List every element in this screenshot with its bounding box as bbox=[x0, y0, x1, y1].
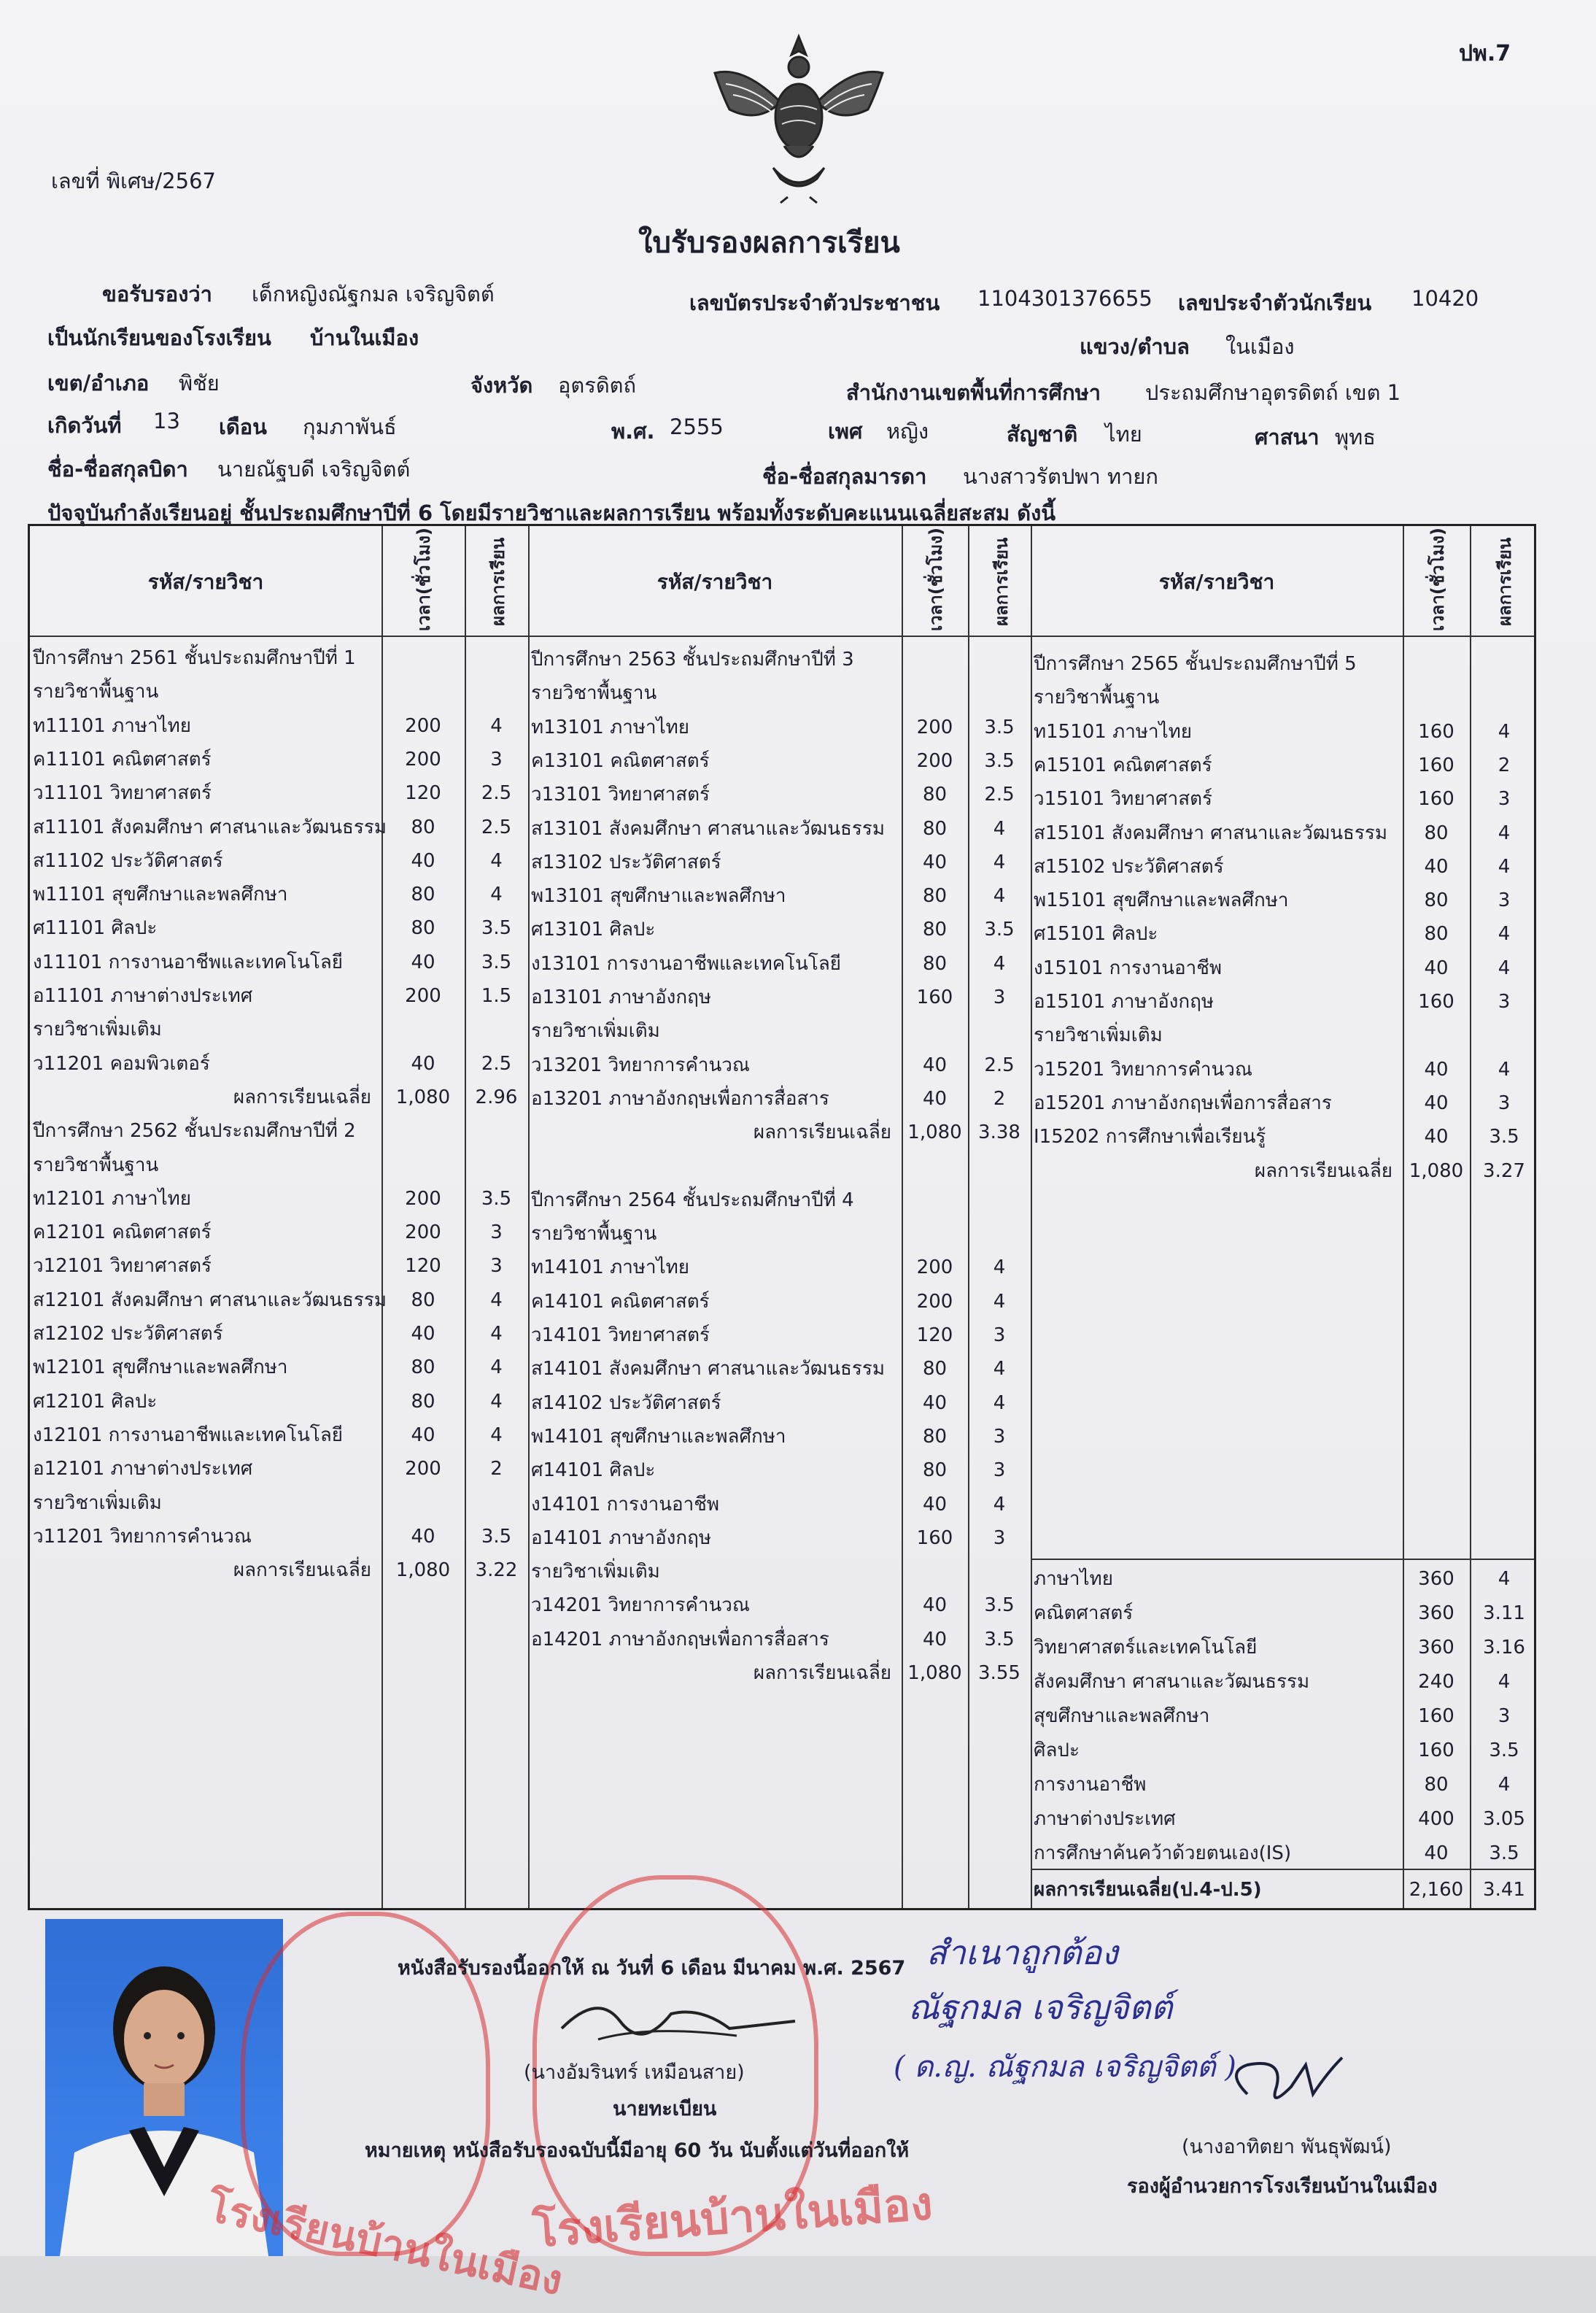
hours-value: 40 bbox=[922, 1594, 948, 1617]
subject-name: ส13101 สังคมศึกษา ศาสนาและวัฒนธรรม bbox=[531, 817, 885, 840]
subdistrict-value: ในเมือง bbox=[1225, 334, 1295, 359]
subject-name: ส12101 สังคมศึกษา ศาสนาและวัฒนธรรม bbox=[33, 1289, 387, 1311]
subject-name: ปีการศึกษา 2565 ชั้นประถมศึกษาปีที่ 5 bbox=[1034, 653, 1357, 675]
subject-name: อ14201 ภาษาอังกฤษเพื่อการสื่อสาร bbox=[531, 1628, 829, 1650]
hours-value: 80 bbox=[1424, 889, 1449, 912]
grade-value: 4 bbox=[993, 952, 1006, 975]
document-number: เลขที่ พิเศษ/2567 bbox=[51, 169, 216, 193]
subject-name: รายวิชาเพิ่มเติม bbox=[531, 1561, 660, 1583]
hours-value: 1,080 bbox=[907, 1121, 962, 1144]
subject-name: ว14201 วิทยาการคำนวณ bbox=[531, 1594, 750, 1617]
hours-value: 40 bbox=[1424, 855, 1449, 878]
summary-grade: 3.5 bbox=[1489, 1842, 1519, 1864]
deputy-signature bbox=[1218, 2043, 1357, 2123]
hours-value: 80 bbox=[922, 885, 948, 908]
district-value: พิชัย bbox=[179, 371, 220, 395]
registrar-name: (นางอัมรินทร์ เหมือนสาย) bbox=[524, 2061, 745, 2084]
grade-value: 2.5 bbox=[984, 1054, 1015, 1076]
summary-grade: 3.11 bbox=[1483, 1602, 1525, 1624]
hours-value: 40 bbox=[922, 1391, 948, 1414]
hours-value: 80 bbox=[922, 1358, 948, 1381]
grade-value: 4 bbox=[993, 1290, 1006, 1313]
grade-value: 3 bbox=[490, 1221, 503, 1244]
summary-hours: 240 bbox=[1418, 1671, 1454, 1693]
subject-name: ปีการศึกษา 2562 ชั้นประถมศึกษาปีที่ 2 bbox=[33, 1120, 356, 1143]
grade-value: 3 bbox=[1498, 788, 1511, 811]
certify-label: ขอรับรองว่า bbox=[102, 282, 212, 306]
hours-value: 40 bbox=[922, 851, 948, 873]
summary-hours: 360 bbox=[1418, 1568, 1454, 1590]
subject-name: รายวิชาพื้นฐาน bbox=[531, 682, 657, 705]
hours-value: 80 bbox=[922, 784, 948, 806]
subject-name: ท12101 ภาษาไทย bbox=[33, 1187, 192, 1210]
hours-value: 40 bbox=[411, 951, 435, 973]
subject-name: ว12101 วิทยาศาสตร์ bbox=[33, 1255, 212, 1278]
hours-value: 200 bbox=[405, 985, 441, 1007]
hours-value: 200 bbox=[405, 1187, 441, 1210]
nationality-value: ไทย bbox=[1105, 422, 1142, 447]
grade-value: 4 bbox=[490, 1424, 503, 1446]
grade-value: 2.5 bbox=[481, 1052, 512, 1075]
summary-subject: สุขศึกษาและพลศึกษา bbox=[1034, 1705, 1210, 1727]
subject-name: ว14101 วิทยาศาสตร์ bbox=[531, 1324, 710, 1346]
hours-value: 40 bbox=[922, 1493, 948, 1515]
hours-value: 1,080 bbox=[907, 1662, 962, 1684]
subdistrict-label: แขวง/ตำบล bbox=[1080, 334, 1190, 359]
handwritten-certified: สำเนาถูกต้อง bbox=[926, 1933, 1118, 1972]
summary-grade: 3 bbox=[1498, 1705, 1511, 1727]
summary-grade: 4 bbox=[1498, 1568, 1511, 1590]
hours-value: 200 bbox=[916, 1290, 953, 1313]
grade-value: 3.22 bbox=[475, 1559, 518, 1582]
grade-value: 4 bbox=[490, 714, 503, 737]
subject-name: ว13101 วิทยาศาสตร์ bbox=[531, 784, 710, 806]
hours-value: 80 bbox=[411, 1390, 435, 1413]
birth-day-label: เกิดวันที่ bbox=[47, 413, 122, 438]
subject-name: อ15101 ภาษาอังกฤษ bbox=[1034, 991, 1214, 1013]
grade-value: 2 bbox=[490, 1458, 503, 1480]
validity-note: หมายเหตุ หนังสือรับรองฉบับนี้มีอายุ 60 วัน นับตั้งแต่วันที่ออกให้ bbox=[365, 2139, 910, 2162]
header-subject-3: รหัส/รายวิชา bbox=[1158, 570, 1275, 594]
subject-name: ส13102 ประวัติศาสตร์ bbox=[531, 851, 721, 873]
student-no-value: 10420 bbox=[1411, 286, 1479, 311]
subject-name: ง14101 การงานอาชีพ bbox=[531, 1493, 720, 1515]
subject-name: พ15101 สุขศึกษาและพลศึกษา bbox=[1034, 889, 1289, 912]
hours-value: 200 bbox=[916, 749, 953, 772]
hours-value: 200 bbox=[405, 1458, 441, 1480]
grade-value: 3.5 bbox=[481, 1525, 512, 1548]
hours-value: 80 bbox=[922, 1459, 948, 1482]
hours-value: 40 bbox=[1424, 957, 1449, 979]
subject-name: ศ14101 ศิลปะ bbox=[531, 1459, 656, 1482]
nationality-label: สัญชาติ bbox=[1007, 422, 1078, 447]
summary-total-grade: 3.41 bbox=[1483, 1879, 1525, 1901]
birth-year-label: พ.ศ. bbox=[611, 419, 655, 444]
grade-value: 4 bbox=[993, 1493, 1006, 1515]
subject-name: ส14101 สังคมศึกษา ศาสนาและวัฒนธรรม bbox=[531, 1358, 885, 1381]
summary-grade: 3.05 bbox=[1483, 1808, 1525, 1830]
average-label: ผลการเรียนเฉลี่ย bbox=[233, 1086, 371, 1108]
grade-value: 3 bbox=[490, 748, 503, 771]
hours-value: 80 bbox=[1424, 822, 1449, 844]
hours-value: 40 bbox=[411, 1424, 435, 1446]
grade-value: 4 bbox=[1498, 1058, 1511, 1081]
grade-value: 3 bbox=[490, 1255, 503, 1278]
summary-total-hours: 2,160 bbox=[1409, 1879, 1464, 1901]
grade-value: 3 bbox=[993, 1425, 1006, 1448]
summary-subject: ศิลปะ bbox=[1034, 1739, 1080, 1761]
subject-name: พ13101 สุขศึกษาและพลศึกษา bbox=[531, 885, 786, 908]
registrar-title: นายทะเบียน bbox=[613, 2098, 717, 2120]
school-value: บ้านในเมือง bbox=[310, 325, 419, 350]
subject-name: รายวิชาเพิ่มเติม bbox=[33, 1491, 162, 1514]
grade-value: 4 bbox=[490, 849, 503, 872]
subject-name: พ12101 สุขศึกษาและพลศึกษา bbox=[33, 1356, 288, 1379]
subject-name: ส12102 ประวัติศาสตร์ bbox=[33, 1323, 223, 1345]
subject-name: ค11101 คณิตศาสตร์ bbox=[33, 748, 212, 771]
grade-value: 3.5 bbox=[984, 1628, 1015, 1650]
subject-name: อ13201 ภาษาอังกฤษเพื่อการสื่อสาร bbox=[531, 1087, 829, 1110]
school-label: เป็นนักเรียนของโรงเรียน bbox=[47, 325, 271, 350]
issue-line: หนังสือรับรองนี้ออกให้ ณ วันที่ 6 เดือน มีนาคม พ.ศ. 2567 bbox=[398, 1957, 906, 1980]
grade-value: 3 bbox=[1498, 1092, 1511, 1114]
grade-value: 4 bbox=[490, 1289, 503, 1311]
grade-value: 2.5 bbox=[481, 782, 512, 805]
garuda-emblem-icon bbox=[700, 22, 897, 204]
subject-name: ว15101 วิทยาศาสตร์ bbox=[1034, 788, 1212, 811]
grade-value: 4 bbox=[490, 1356, 503, 1379]
hours-value: 40 bbox=[411, 849, 435, 872]
grade-value: 4 bbox=[490, 1390, 503, 1413]
subject-name: พ11101 สุขศึกษาและพลศึกษา bbox=[33, 884, 288, 906]
subject-name: อ11101 ภาษาต่างประเทศ bbox=[33, 985, 253, 1007]
average-label: ผลการเรียนเฉลี่ย bbox=[233, 1559, 371, 1582]
hours-value: 40 bbox=[922, 1087, 948, 1110]
summary-subject: ภาษาไทย bbox=[1034, 1568, 1113, 1590]
document-title: ใบรับรองผลการเรียน bbox=[638, 226, 900, 260]
deputy-name: (นางอาทิตยา พันธุพัฒน์) bbox=[1182, 2136, 1392, 2158]
hours-value: 160 bbox=[1418, 754, 1454, 776]
subject-name: รายวิชาพื้นฐาน bbox=[33, 1154, 159, 1176]
hours-value: 200 bbox=[405, 1221, 441, 1244]
student-name: เด็กหญิงณัฐกมล เจริญจิตต์ bbox=[252, 282, 495, 306]
header-subject-1: รหัส/รายวิชา bbox=[147, 570, 264, 594]
office-label: สำนักงานเขตพื้นที่การศึกษา bbox=[846, 380, 1101, 405]
sex-label: เพศ bbox=[828, 419, 863, 444]
religion-label: ศาสนา bbox=[1255, 425, 1320, 449]
hours-value: 80 bbox=[922, 919, 948, 941]
hours-value: 80 bbox=[411, 1356, 435, 1379]
birth-year: 2555 bbox=[670, 414, 724, 439]
grade-value: 3.27 bbox=[1483, 1159, 1525, 1182]
grade-value: 4 bbox=[993, 1391, 1006, 1414]
subject-name: ปีการศึกษา 2564 ชั้นประถมศึกษาปีที่ 4 bbox=[531, 1189, 854, 1211]
subject-name: ท15101 ภาษาไทย bbox=[1034, 720, 1193, 743]
subject-name: อ13101 ภาษาอังกฤษ bbox=[531, 986, 711, 1008]
sex-value: หญิง bbox=[886, 419, 929, 444]
header-grade-3: ผลการเรียน bbox=[1495, 537, 1515, 626]
average-label: ผลการเรียนเฉลี่ย bbox=[1254, 1159, 1392, 1182]
hours-value: 200 bbox=[916, 1256, 953, 1279]
subject-name: ง13101 การงานอาชีพและเทคโนโลยี bbox=[531, 952, 841, 975]
hours-value: 40 bbox=[922, 1054, 948, 1076]
subject-name: รายวิชาเพิ่มเติม bbox=[33, 1019, 162, 1041]
father-name: นายณัฐบดี เจริญจิตต์ bbox=[217, 457, 411, 482]
handwritten-name-full: ( ด.ญ. ณัฐกมล เจริญจิตต์ ) bbox=[894, 2050, 1236, 2084]
summary-hours: 160 bbox=[1418, 1705, 1454, 1727]
hours-value: 80 bbox=[411, 884, 435, 906]
hours-value: 80 bbox=[411, 917, 435, 940]
grade-value: 3.5 bbox=[984, 749, 1015, 772]
hours-value: 1,080 bbox=[395, 1086, 451, 1108]
subject-name: ว11201 คอมพิวเตอร์ bbox=[33, 1052, 210, 1075]
handwritten-name: ณัฐกมล เจริญจิตต์ bbox=[908, 1988, 1173, 2027]
subject-name: ท14101 ภาษาไทย bbox=[531, 1256, 690, 1279]
grade-value: 3.5 bbox=[984, 1594, 1015, 1617]
hours-value: 160 bbox=[916, 986, 953, 1008]
summary-grade: 4 bbox=[1498, 1671, 1511, 1693]
subject-name: อ15201 ภาษาอังกฤษเพื่อการสื่อสาร bbox=[1034, 1092, 1332, 1114]
mother-label: ชื่อ-ชื่อสกุลมารดา bbox=[762, 464, 927, 489]
hours-value: 40 bbox=[411, 1525, 435, 1548]
grade-value: 3.5 bbox=[481, 917, 512, 940]
hours-value: 160 bbox=[916, 1526, 953, 1549]
hours-value: 1,080 bbox=[1409, 1159, 1464, 1182]
grade-value: 4 bbox=[490, 1323, 503, 1345]
subject-name: ง11101 การงานอาชีพและเทคโนโลยี bbox=[33, 951, 343, 973]
hours-value: 40 bbox=[411, 1323, 435, 1345]
mother-name: นางสาวรัตปพา ทายก bbox=[963, 464, 1158, 489]
subject-name: ส15102 ประวัติศาสตร์ bbox=[1034, 855, 1224, 878]
hours-value: 160 bbox=[1418, 991, 1454, 1013]
header-hours-3: เวลา(ชั่วโมง) bbox=[1428, 528, 1448, 631]
grade-value: 4 bbox=[993, 1256, 1006, 1279]
grade-value: 2 bbox=[993, 1087, 1006, 1110]
grade-value: 2.5 bbox=[481, 816, 512, 838]
subject-name: รายวิชาพื้นฐาน bbox=[33, 681, 159, 703]
summary-subject: สังคมศึกษา ศาสนาและวัฒนธรรม bbox=[1034, 1671, 1310, 1693]
subject-name: ค12101 คณิตศาสตร์ bbox=[33, 1221, 212, 1244]
hours-value: 40 bbox=[411, 1052, 435, 1075]
grade-value: 2.5 bbox=[984, 784, 1015, 806]
grade-value: 4 bbox=[1498, 957, 1511, 979]
grade-value: 3.5 bbox=[984, 716, 1015, 738]
hours-value: 40 bbox=[1424, 1092, 1449, 1114]
subject-name: อ12101 ภาษาต่างประเทศ bbox=[33, 1458, 253, 1480]
header-hours-1: เวลา(ชั่วโมง) bbox=[414, 528, 434, 631]
subject-name: ว11101 วิทยาศาสตร์ bbox=[33, 782, 212, 805]
summary-subject: วิทยาศาสตร์และเทคโนโลยี bbox=[1034, 1637, 1258, 1659]
subject-name: ส11102 ประวัติศาสตร์ bbox=[33, 849, 223, 872]
subject-name: ส11101 สังคมศึกษา ศาสนาและวัฒนธรรม bbox=[33, 816, 387, 838]
student-no-label: เลขประจำตัวนักเรียน bbox=[1178, 290, 1372, 315]
birth-day: 13 bbox=[153, 409, 180, 433]
grade-value: 4 bbox=[993, 885, 1006, 908]
average-label: ผลการเรียนเฉลี่ย bbox=[753, 1662, 891, 1684]
hours-value: 120 bbox=[405, 782, 441, 805]
summary-hours: 360 bbox=[1418, 1637, 1454, 1659]
average-label: ผลการเรียนเฉลี่ย bbox=[753, 1121, 891, 1144]
subject-name: ว15201 วิทยาการคำนวณ bbox=[1034, 1058, 1252, 1081]
grade-value: 3 bbox=[993, 1459, 1006, 1482]
grade-value: 3 bbox=[993, 1324, 1006, 1346]
father-label: ชื่อ-ชื่อสกุลบิดา bbox=[47, 457, 188, 482]
summary-subject: ภาษาต่างประเทศ bbox=[1034, 1808, 1176, 1830]
header-subject-2: รหัส/รายวิชา bbox=[656, 570, 773, 594]
hours-value: 200 bbox=[405, 714, 441, 737]
grade-value: 3.38 bbox=[978, 1121, 1020, 1144]
subject-name: รายวิชาเพิ่มเติม bbox=[531, 1020, 660, 1043]
seal-text-left: โรงเรียนบ้านในเมือง bbox=[203, 2182, 567, 2305]
province-value: อุตรดิตถ์ bbox=[558, 373, 637, 398]
subject-name: ค15101 คณิตศาสตร์ bbox=[1034, 754, 1212, 776]
id-value: 1104301376655 bbox=[977, 286, 1153, 311]
subject-name: ส14102 ประวัติศาสตร์ bbox=[531, 1391, 721, 1414]
birth-month-label: เดือน bbox=[219, 414, 267, 439]
grade-value: 3.5 bbox=[481, 951, 512, 973]
grade-value: 3 bbox=[1498, 889, 1511, 912]
hours-value: 200 bbox=[916, 716, 953, 738]
hours-value: 160 bbox=[1418, 720, 1454, 743]
grade-value: 4 bbox=[993, 1358, 1006, 1381]
hours-value: 80 bbox=[1424, 923, 1449, 946]
grade-value: 4 bbox=[993, 817, 1006, 840]
summary-grade: 3.5 bbox=[1489, 1739, 1519, 1761]
subject-name: ท13101 ภาษาไทย bbox=[531, 716, 690, 738]
summary-total-label: ผลการเรียนเฉลี่ย(ป.4-ป.5) bbox=[1034, 1879, 1262, 1901]
hours-value: 80 bbox=[922, 952, 948, 975]
grade-value: 4 bbox=[1498, 855, 1511, 878]
office-value: ประถมศึกษาอุตรดิตถ์ เขต 1 bbox=[1145, 380, 1401, 405]
grade-value: 4 bbox=[1498, 822, 1511, 844]
subject-name: อ14101 ภาษาอังกฤษ bbox=[531, 1526, 711, 1549]
hours-value: 40 bbox=[1424, 1126, 1449, 1148]
subject-name: ค14101 คณิตศาสตร์ bbox=[531, 1290, 710, 1313]
subject-name: ง12101 การงานอาชีพและเทคโนโลยี bbox=[33, 1424, 343, 1446]
summary-subject: คณิตศาสตร์ bbox=[1034, 1602, 1134, 1624]
subject-name: ศ11101 ศิลปะ bbox=[33, 917, 158, 940]
district-label: เขต/อำเภอ bbox=[47, 371, 150, 395]
summary-hours: 400 bbox=[1418, 1808, 1454, 1830]
subject-name: ปีการศึกษา 2561 ชั้นประถมศึกษาปีที่ 1 bbox=[33, 647, 356, 669]
summary-grade: 4 bbox=[1498, 1774, 1511, 1796]
summary-hours: 360 bbox=[1418, 1602, 1454, 1624]
summary-subject: การศึกษาค้นคว้าด้วยตนเอง(IS) bbox=[1034, 1842, 1292, 1864]
grade-value: 2 bbox=[1498, 754, 1511, 776]
header-hours-2: เวลา(ชั่วโมง) bbox=[926, 528, 946, 631]
grade-value: 4 bbox=[490, 884, 503, 906]
header-grade-1: ผลการเรียน bbox=[488, 537, 508, 626]
birth-month: กุมภาพันธ์ bbox=[303, 414, 397, 439]
summary-hours: 160 bbox=[1418, 1739, 1454, 1761]
hours-value: 120 bbox=[916, 1324, 953, 1346]
subject-name: ศ13101 ศิลปะ bbox=[531, 919, 656, 941]
grade-value: 3.5 bbox=[481, 1187, 512, 1210]
grade-value: 3.5 bbox=[984, 919, 1015, 941]
grade-value: 2.96 bbox=[475, 1086, 518, 1108]
hours-value: 1,080 bbox=[395, 1559, 451, 1582]
hours-value: 120 bbox=[405, 1255, 441, 1278]
registrar-signature bbox=[554, 1985, 802, 2050]
hours-value: 80 bbox=[411, 1289, 435, 1311]
hours-value: 80 bbox=[411, 816, 435, 838]
hours-value: 40 bbox=[922, 1628, 948, 1650]
grade-value: 3.55 bbox=[978, 1662, 1020, 1684]
hours-value: 40 bbox=[1424, 1058, 1449, 1081]
grade-value: 4 bbox=[1498, 720, 1511, 743]
subject-name: ส15101 สังคมศึกษา ศาสนาและวัฒนธรรม bbox=[1034, 822, 1387, 844]
subject-name: รายวิชาเพิ่มเติม bbox=[1034, 1024, 1163, 1047]
form-code: ปพ.7 bbox=[1459, 41, 1511, 66]
summary-grade: 3.16 bbox=[1483, 1637, 1525, 1659]
subject-name: รายวิชาพื้นฐาน bbox=[1034, 687, 1160, 709]
hours-value: 200 bbox=[405, 748, 441, 771]
grade-value: 3 bbox=[993, 1526, 1006, 1549]
summary-hours: 40 bbox=[1424, 1842, 1449, 1864]
header-grade-2: ผลการเรียน bbox=[991, 537, 1012, 626]
subject-name: I15202 การศึกษาเพื่อเรียนรู้ bbox=[1034, 1126, 1266, 1148]
subject-name: ง15101 การงานอาชีพ bbox=[1034, 957, 1223, 979]
province-label: จังหวัด bbox=[470, 373, 533, 398]
subject-name: ศ12101 ศิลปะ bbox=[33, 1390, 158, 1413]
current-study-line: ปัจจุบันกำลังเรียนอยู่ ชั้นประถมศึกษาปีที่ 6 โดยมีรายวิชาและผลการเรียน พร้อมทั้งระดับคะแนนเฉลี่ยสะสม ดังนี้ bbox=[47, 501, 1056, 525]
seal-text-center: โรงเรียนบ้านในเมือง bbox=[531, 2176, 934, 2258]
subject-name: ว11201 วิทยาการคำนวณ bbox=[33, 1525, 252, 1548]
grade-value: 3 bbox=[1498, 991, 1511, 1013]
id-label: เลขบัตรประจำตัวประชาชน bbox=[689, 290, 940, 315]
grades-table bbox=[28, 524, 1536, 1910]
grade-value: 3.5 bbox=[1489, 1126, 1519, 1148]
hours-value: 80 bbox=[922, 1425, 948, 1448]
grade-value: 4 bbox=[1498, 923, 1511, 946]
summary-hours: 80 bbox=[1424, 1774, 1449, 1796]
religion-value: พุทธ bbox=[1335, 425, 1376, 449]
subject-name: รายวิชาพื้นฐาน bbox=[531, 1223, 657, 1246]
grade-value: 3 bbox=[993, 986, 1006, 1008]
grade-value: 4 bbox=[993, 851, 1006, 873]
subject-name: ปีการศึกษา 2563 ชั้นประถมศึกษาปีที่ 3 bbox=[531, 649, 854, 671]
hours-value: 80 bbox=[922, 817, 948, 840]
summary-subject: การงานอาชีพ bbox=[1034, 1774, 1147, 1796]
subject-name: ท11101 ภาษาไทย bbox=[33, 714, 192, 737]
deputy-title: รองผู้อำนวยการโรงเรียนบ้านในเมือง bbox=[1127, 2175, 1438, 2198]
subject-name: ว13201 วิทยาการคำนวณ bbox=[531, 1054, 750, 1076]
subject-name: ศ15101 ศิลปะ bbox=[1034, 923, 1158, 946]
subject-name: ค13101 คณิตศาสตร์ bbox=[531, 749, 710, 772]
grade-value: 1.5 bbox=[481, 985, 512, 1007]
hours-value: 160 bbox=[1418, 788, 1454, 811]
subject-name: พ14101 สุขศึกษาและพลศึกษา bbox=[531, 1425, 786, 1448]
